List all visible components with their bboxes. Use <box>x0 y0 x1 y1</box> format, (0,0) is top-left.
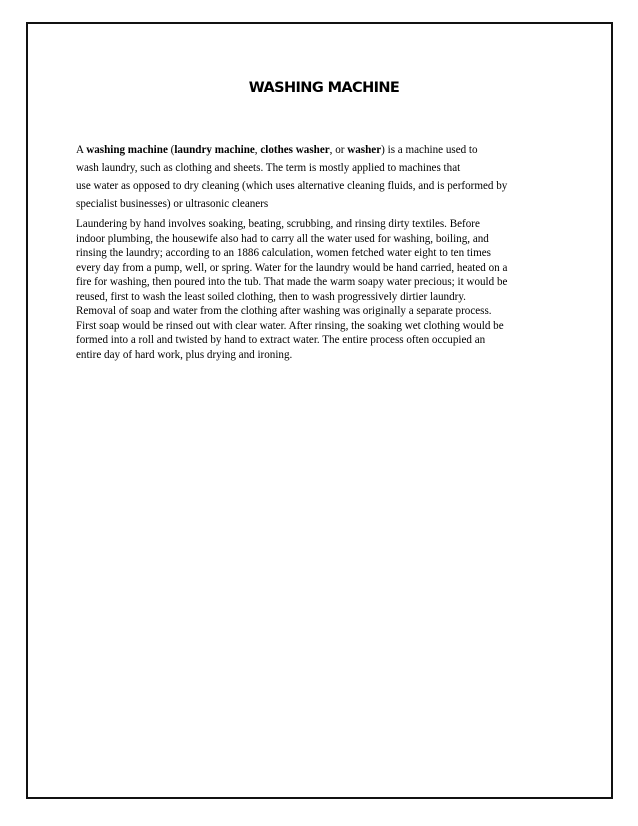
intro-line: specialist businesses) or ultrasonic cleaners <box>76 198 269 210</box>
history-line: reused, first to wash the least soiled clothing, then to wash progressively dirtier laundry. <box>76 290 466 303</box>
history-line: Removal of soap and water from the clothing after washing was originally a separate process. <box>76 305 492 317</box>
history-line: First soap would be rinsed out with clear water. After rinsing, the soaking wet clothing would be <box>76 319 504 332</box>
document-title: WASHING MACHINE <box>248 80 400 96</box>
history-line: indoor plumbing, the housewife also had to carry all the water used for washing, boiling, and <box>76 232 489 245</box>
intro-line <box>76 141 576 159</box>
bold-term-washing-machine: washing machine <box>86 144 168 156</box>
intro-text: , <box>254 144 261 156</box>
history-line: formed into a roll and twisted by hand to extract water. The entire process often occupied an <box>76 334 486 346</box>
intro-text: ( <box>167 144 175 156</box>
history-line: entire day of hard work, plus drying and ironing. <box>76 348 293 361</box>
intro-text: A <box>76 144 87 156</box>
history-paragraph <box>76 217 576 362</box>
history-line: Laundering by hand involves soaking, beating, scrubbing, and rinsing dirty textiles. Before <box>76 218 480 230</box>
history-line: rinsing the laundry; according to an 1886 calculation, women fetched water eight to ten times <box>76 247 491 259</box>
bold-term-laundry-machine: laundry machine <box>174 144 255 156</box>
history-line: every day from a pump, well, or spring. Water for the laundry would be hand carried, heated on a <box>76 261 508 274</box>
intro-line: wash laundry, such as clothing and sheets. The term is mostly applied to machines that <box>76 162 461 174</box>
intro-text: , or <box>329 144 348 156</box>
intro-text: ) is a machine used to <box>381 144 478 156</box>
intro-paragraph <box>76 141 576 213</box>
bold-term-clothes-washer: clothes washer <box>260 144 330 156</box>
history-line: fire for washing, then poured into the tub. That made the warm soapy water precious; it would be <box>76 276 508 288</box>
page-border <box>26 22 613 799</box>
bold-term-washer: washer <box>347 144 382 156</box>
intro-line: use water as opposed to dry cleaning (which uses alternative cleaning fluids, and is performed by <box>76 180 508 192</box>
